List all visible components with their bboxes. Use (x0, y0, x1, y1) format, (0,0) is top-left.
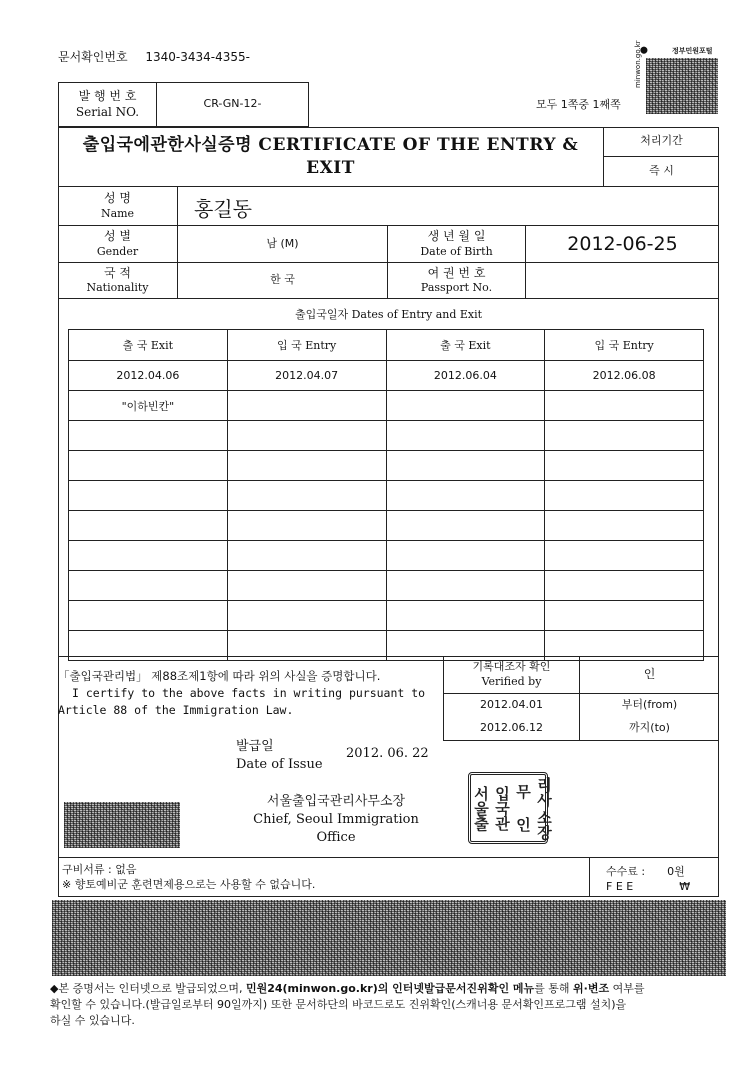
fee-symbol: ₩ (679, 880, 691, 893)
reserve-note: ※ 향토예비군 훈련면제용으로는 사용할 수 없습니다. (62, 878, 316, 891)
dob-label-ko: 생 년 월 일 (427, 229, 486, 244)
table-row (69, 481, 704, 511)
footer-line2: 확인할 수 있습니다.(발급일로부터 90일까지) 또한 문서하단의 바코드로도 진위확인(스캐너용 문서확인프로그램 설치)을 (50, 998, 627, 1011)
page-title: 출입국에관한사실증명 CERTIFICATE OF THE ENTRY & EXIT (82, 135, 579, 178)
passport-value (526, 263, 719, 298)
table-cell (386, 571, 545, 601)
qr-pattern (646, 58, 718, 114)
table-cell (227, 391, 386, 421)
dates-section-title: 출입국일자 Dates of Entry and Exit (294, 308, 483, 321)
table-cell (545, 601, 704, 631)
table-row (69, 571, 704, 601)
table-cell (386, 421, 545, 451)
doc-check-label: 문서확인번호 (58, 50, 128, 64)
table-cell (227, 451, 386, 481)
table-cell (545, 541, 704, 571)
extra-info (62, 862, 315, 892)
table-cell (69, 421, 228, 451)
table-cell (386, 511, 545, 541)
fee-label-ko: 수수료 : (606, 865, 646, 878)
verify-to-label: 까지(to) (629, 720, 670, 734)
table-cell: 2012.04.07 (227, 361, 386, 391)
table-cell (386, 481, 545, 511)
verify-from-date: 2012.04.01 (444, 694, 580, 716)
table-cell (69, 451, 228, 481)
table-cell (69, 571, 228, 601)
barcode-bottom (52, 900, 726, 976)
gender-label-en: Gender (96, 244, 139, 258)
footer-line1-mid: 를 통해 (534, 982, 574, 995)
table-cell (386, 601, 545, 631)
nationality-label-en: Nationality (86, 281, 149, 295)
seal-char-col: 리사무 (514, 776, 553, 807)
gender-value: 남 (M) (178, 226, 388, 262)
col-exit-2: 출 국 Exit (386, 330, 545, 361)
table-cell (227, 541, 386, 571)
entry-exit-table (68, 329, 704, 661)
table-row (69, 391, 704, 421)
processing-label: 처리기간 (640, 134, 683, 148)
fee-block (606, 864, 690, 894)
divider (589, 857, 590, 897)
table-cell (69, 541, 228, 571)
table-cell (227, 571, 386, 601)
qr-code-block (636, 42, 720, 116)
issue-label-en: Date of Issue (236, 757, 323, 772)
serial-value: CR-GN-12- (203, 97, 262, 111)
serial-label-en: Serial NO. (75, 104, 140, 119)
footer-line1-pre: ◆본 증명서는 인터넷으로 발급되었으며, (50, 982, 246, 995)
verify-from-label: 부터(from) (621, 697, 678, 711)
table-cell (545, 511, 704, 541)
verify-seal: 인 (580, 656, 719, 694)
barcode-left (64, 802, 180, 848)
verify-label-ko: 기록대조자 확인 (472, 660, 551, 674)
col-entry-2: 입 국 Entry (545, 330, 704, 361)
table-cell (69, 481, 228, 511)
table-cell (69, 601, 228, 631)
nationality-label-ko: 국 적 (104, 265, 131, 280)
doc-check-value: 1340-3434-4355- (145, 50, 250, 64)
table-cell: 2012.06.08 (545, 361, 704, 391)
doc-check-number (58, 48, 250, 65)
issuer-ko: 서울출입국관리사무소장 (266, 794, 406, 809)
table-cell (545, 421, 704, 451)
table-cell (386, 451, 545, 481)
official-seal (468, 772, 553, 844)
table-cell (545, 481, 704, 511)
processing-value-cell (604, 157, 719, 187)
table-cell (545, 571, 704, 601)
table-cell: 2012.06.04 (386, 361, 545, 391)
nationality-passport-row (58, 263, 719, 299)
gender-dob-row (58, 226, 719, 263)
dob-value: 2012-06-25 (567, 232, 678, 255)
table-cell (69, 511, 228, 541)
name-value: 홍길동 (194, 197, 252, 221)
passport-label-en: Passport No. (420, 281, 493, 295)
issuer-en-1: Chief, Seoul Immigration (253, 812, 419, 827)
table-cell: 2012.04.06 (69, 361, 228, 391)
fee-label-en: F E E (606, 880, 634, 893)
gender-label-ko: 성 별 (104, 229, 131, 244)
seal-char-col: 입국관 (493, 785, 511, 831)
processing-label-cell (604, 127, 719, 157)
serial-label-ko: 발 행 번 호 (78, 88, 137, 103)
processing-value: 즉 시 (649, 164, 674, 178)
table-cell (227, 481, 386, 511)
divider (58, 857, 719, 858)
serial-label-box (58, 82, 157, 127)
name-label-ko: 성 명 (104, 191, 131, 206)
footer-line1-post: 여부를 (609, 982, 645, 995)
table-cell (386, 391, 545, 421)
certify-en-2: Article 88 of the Immigration Law. (58, 703, 294, 717)
passport-label-ko: 여 권 번 호 (427, 265, 486, 280)
qr-brand: 정부민원포털 (672, 47, 713, 55)
seal-char-col: 서울출 (472, 785, 490, 831)
title-cell (58, 127, 604, 187)
issuer-block (236, 793, 436, 847)
qr-site: minwon.go.kr (634, 40, 642, 88)
name-label-en: Name (100, 206, 135, 220)
nationality-value: 한 국 (178, 263, 388, 298)
name-row (58, 187, 719, 226)
col-entry-1: 입 국 Entry (227, 330, 386, 361)
page-info: 모두 1쪽중 1째쪽 (536, 98, 621, 111)
table-row (69, 361, 704, 391)
table-row (69, 541, 704, 571)
table-cell (227, 511, 386, 541)
footer-line1-bold: 민원24(minwon.go.kr)의 인터넷발급문서진위확인 메뉴 (245, 982, 535, 995)
footer-line3: 하실 수 있습니다. (50, 1014, 135, 1027)
serial-value-box (156, 82, 309, 127)
issuer-en-2: Office (316, 830, 356, 845)
certify-en-1: I certify to the above facts in writing pursuant to (72, 686, 426, 700)
table-cell (386, 541, 545, 571)
qr-logo-icon: ⬤ (640, 46, 648, 54)
issue-date: 2012. 06. 22 (346, 746, 429, 761)
table-row (69, 451, 704, 481)
seal-char-col: 소장인 (514, 809, 553, 840)
table-header-row (69, 330, 704, 361)
verify-to-date: 2012.06.12 (444, 716, 580, 740)
footer-line1-bold2: 위·변조 (573, 982, 610, 995)
footer-note (50, 981, 740, 1029)
table-row (69, 421, 704, 451)
issue-block (236, 738, 323, 774)
table-row (69, 511, 704, 541)
certify-statement (58, 668, 448, 719)
issue-label-ko: 발급일 (236, 739, 274, 754)
certify-ko: 「출입국관리법」 제88조제1항에 따라 위의 사실을 증명합니다. (58, 669, 381, 683)
table-cell (227, 601, 386, 631)
table-cell (227, 421, 386, 451)
dob-label-en: Date of Birth (420, 244, 493, 258)
table-cell (545, 451, 704, 481)
table-cell (545, 391, 704, 421)
col-exit-1: 출 국 Exit (69, 330, 228, 361)
verification-box (443, 656, 719, 741)
table-row (69, 601, 704, 631)
table-cell: "이하빈칸" (69, 391, 228, 421)
required-docs: 구비서류 : 없음 (62, 863, 137, 876)
fee-value: 0원 (667, 865, 685, 878)
verify-label-en: Verified by (481, 674, 542, 688)
